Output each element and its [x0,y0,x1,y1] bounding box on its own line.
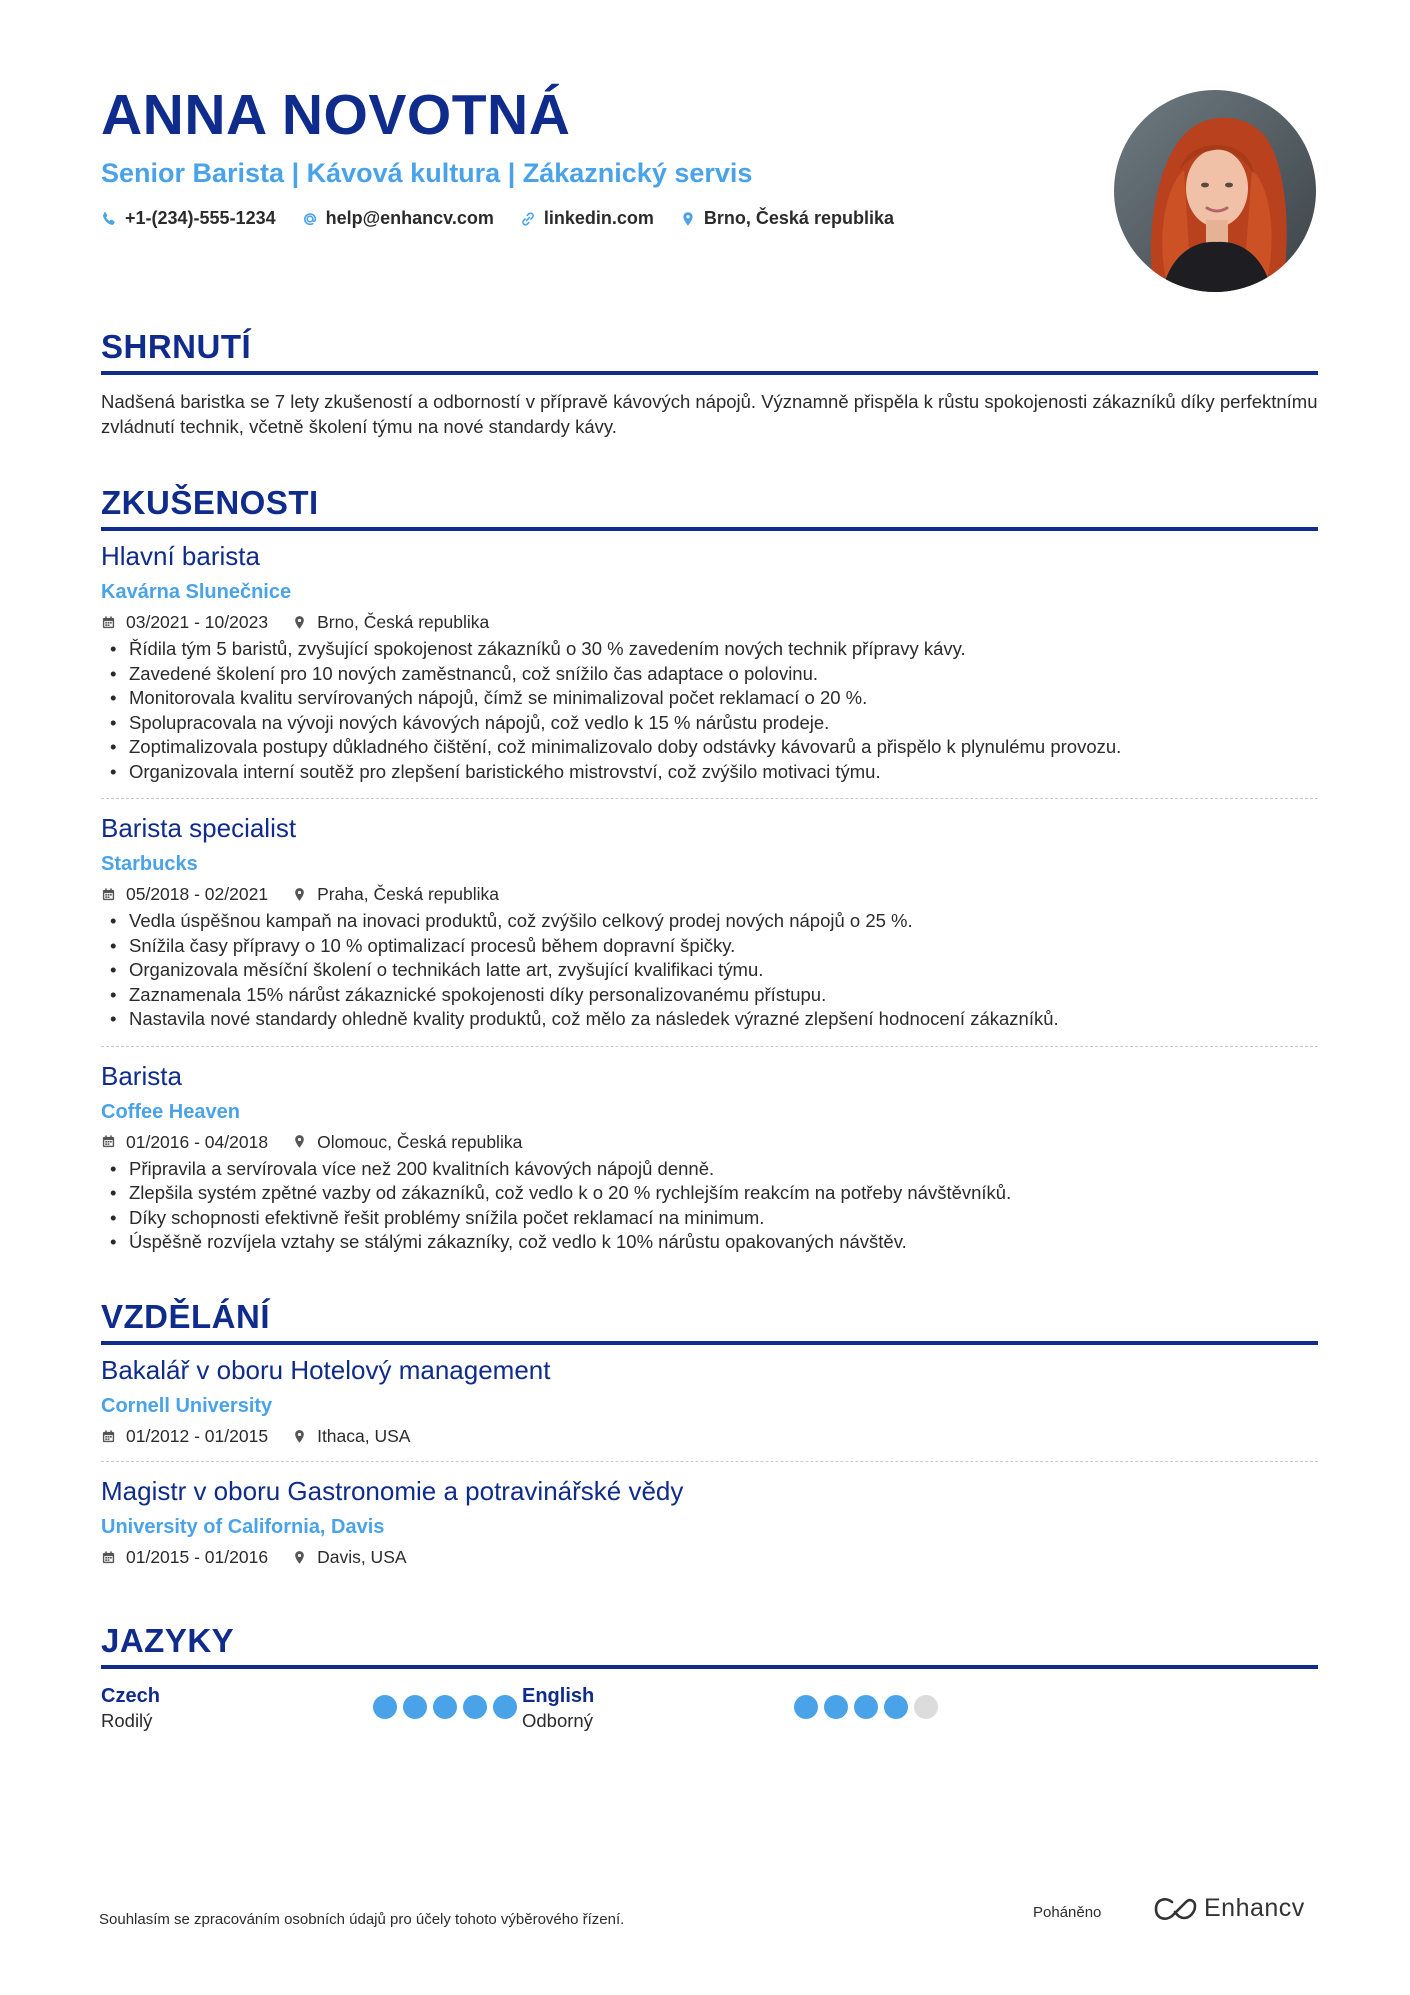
job-bullet: • Zavedené školení pro 10 nových zaměstnanců, což snížilo čas adaptace o polovinu. [101,662,1318,687]
job-bullet: • Snížila časy přípravy o 10 % optimalizací procesů během dopravní špičky. [101,934,1318,959]
rating-dot-filled [463,1695,487,1719]
experience-entry [101,539,1318,799]
powered-by-label: Poháněno [1033,1904,1102,1921]
languages-title: JAZYKY [101,1621,1318,1669]
experience-title: ZKUŠENOSTI [101,483,1318,531]
consent-note: Souhlasím se zpracováním osobních údajů pro účely tohoto výběrového řízení. [99,1911,625,1928]
school-name: Cornell University [101,1395,273,1417]
job-dates-text: 05/2018 - 02/2021 [126,884,269,904]
rating-dot-filled [884,1695,908,1719]
brand-name: Enhancv [1204,1894,1305,1922]
job-meta [101,1131,1318,1153]
location-text: Brno, Česká republika [703,208,894,228]
rating-dot-filled [854,1695,878,1719]
job-title: Hlavní barista [101,541,260,571]
language-level: Odborný [522,1710,593,1731]
education-dates-text: 01/2015 - 01/2016 [126,1547,269,1567]
education-dates [101,1425,268,1447]
company-name: Kavárna Slunečnice [101,581,292,603]
rating-dot-empty [914,1695,938,1719]
job-dates [101,1131,268,1153]
education-entry [101,1353,1318,1462]
education-location-text: Davis, USA [317,1547,407,1567]
link-icon [520,211,536,227]
rating-dot-filled [493,1695,517,1719]
contact-linkedin[interactable] [520,208,654,229]
resume-header [101,82,1081,229]
contact-phone[interactable] [101,208,276,229]
language-item [101,1683,522,1733]
job-location [292,1131,522,1153]
job-dates [101,883,268,905]
job-bullet: • Řídila tým 5 baristů, zvyšující spokojenost zákazníků o 30 % zavedením nových technik přípravy kávy. [101,637,1318,662]
summary-text: Nadšená baristka se 7 lety zkušeností a odborností v přípravě kávových nápojů. Významně přispěla k růstu spokojenosti zákazníků díky perfektnímu zvládnutí technik, včetně školení týmu na nové standardy kávy. [101,391,1318,437]
job-meta [101,611,1318,633]
language-rating [794,1695,938,1733]
brand-logo[interactable] [1152,1894,1305,1923]
location-pin-icon [292,1429,307,1444]
candidate-tagline: Senior Barista | Kávová kultura | Zákaznický servis [101,158,753,188]
at-icon [302,211,318,227]
language-item [522,1683,943,1733]
job-bullets [101,909,1318,1032]
job-bullet: • Zaznamenala 15% nárůst zákaznické spokojenosti díky personalizovanému přístupu. [101,983,1318,1008]
language-name: English [522,1685,595,1707]
profile-photo [1114,90,1316,292]
contact-row [101,208,1081,229]
education-location [292,1546,406,1568]
email-text: help@enhancv.com [325,208,494,228]
education-location-text: Ithaca, USA [317,1426,411,1446]
job-bullet: • Vedla úspěšnou kampaň na inovaci produktů, což zvýšilo celkový prodej nových nápojů o 25 %. [101,909,1318,934]
job-bullet: • Díky schopnosti efektivně řešit problémy snížila počet reklamací na minimum. [101,1206,1318,1231]
rating-dot-filled [403,1695,427,1719]
experience-section [101,483,1318,1281]
calendar-icon [101,1550,116,1565]
languages-list [101,1683,1318,1733]
rating-dot-filled [824,1695,848,1719]
school-name: University of California, Davis [101,1516,385,1538]
job-bullets [101,637,1318,784]
calendar-icon [101,1429,116,1444]
calendar-icon [101,1134,116,1149]
rating-dot-filled [373,1695,397,1719]
job-location-text: Olomouc, Česká republika [317,1131,523,1152]
job-location [292,611,489,633]
job-bullet: • Nastavila nové standardy ohledně kvality produktů, což mělo za následek výrazné zlepšení hodnocení zákazníků. [101,1007,1318,1032]
language-info [522,1683,722,1733]
degree-title: Bakalář v oboru Hotelový management [101,1355,551,1385]
education-entry [101,1474,1318,1582]
company-name: Starbucks [101,853,198,875]
candidate-name: ANNA NOVOTNÁ [101,83,571,147]
experience-entry [101,811,1318,1047]
company-name: Coffee Heaven [101,1100,240,1123]
language-info [101,1683,301,1733]
phone-text: +1-(234)-555-1234 [125,208,276,228]
job-bullet: • Organizovala interní soutěž pro zlepšení baristického mistrovství, což zvýšilo motivaci týmu. [101,760,1318,785]
job-location [292,883,499,905]
job-title: Barista [101,1060,182,1091]
rating-dot-filled [433,1695,457,1719]
job-dates-text: 01/2016 - 04/2018 [126,1131,269,1152]
job-dates-text: 03/2021 - 10/2023 [126,612,269,632]
location-pin-icon [292,1550,307,1565]
education-location [292,1425,410,1447]
language-level: Rodilý [101,1710,153,1731]
contact-email[interactable] [302,208,494,229]
contact-location [680,208,894,229]
job-title: Barista specialist [101,813,297,843]
job-meta [101,883,1318,905]
language-name: Czech [101,1685,160,1707]
languages-section [101,1621,1318,1733]
degree-title: Magistr v oboru Gastronomie a potravinářské vědy [101,1476,684,1506]
education-title: VZDĚLÁNÍ [101,1297,1318,1345]
calendar-icon [101,615,116,630]
job-bullet: • Spolupracovala na vývoji nových kávových nápojů, což vedlo k 15 % nárůstu prodeje. [101,711,1318,736]
job-dates [101,611,268,633]
education-meta [101,1425,1318,1447]
job-bullet: • Úspěšně rozvíjela vztahy se stálými zákazníky, což vedlo k 10% nárůstu opakovaných návštěv. [101,1230,1318,1255]
location-pin-icon [292,1134,307,1149]
enhancv-logo-icon [1152,1896,1198,1922]
job-bullet: • Zoptimalizovala postupy důkladného čištění, což minimalizovalo doby odstávky kávovarů a přispělo k plynulému provozu. [101,735,1318,760]
rating-dot-filled [794,1695,818,1719]
profile-photo-image [1114,90,1316,292]
location-pin-icon [292,615,307,630]
education-dates [101,1546,268,1568]
job-bullet: • Zlepšila systém zpětné vazby od zákazníků, což vedlo k o 20 % rychlejším reakcím na potřeby návštěvníků. [101,1181,1318,1206]
job-location-text: Praha, Česká republika [317,884,499,904]
calendar-icon [101,887,116,902]
summary-title: SHRNUTÍ [101,327,1318,375]
education-meta [101,1546,1318,1568]
education-section [101,1297,1318,1594]
linkedin-text: linkedin.com [543,208,654,228]
phone-icon [101,211,117,227]
job-bullet: • Organizovala měsíční školení o technikách latte art, zvyšující kvalifikaci týmu. [101,958,1318,983]
job-bullet: • Připravila a servírovala více než 200 kvalitních kávových nápojů denně. [101,1157,1318,1182]
education-dates-text: 01/2012 - 01/2015 [126,1426,269,1446]
experience-entry [101,1059,1318,1269]
job-location-text: Brno, Česká republika [317,612,490,632]
job-bullets [101,1157,1318,1255]
location-pin-icon [680,211,696,227]
location-pin-icon [292,887,307,902]
language-rating [373,1695,517,1733]
summary-section [101,327,1318,439]
job-bullet: • Monitorovala kvalitu servírovaných nápojů, čímž se minimalizoval počet reklamací o 20 %. [101,686,1318,711]
